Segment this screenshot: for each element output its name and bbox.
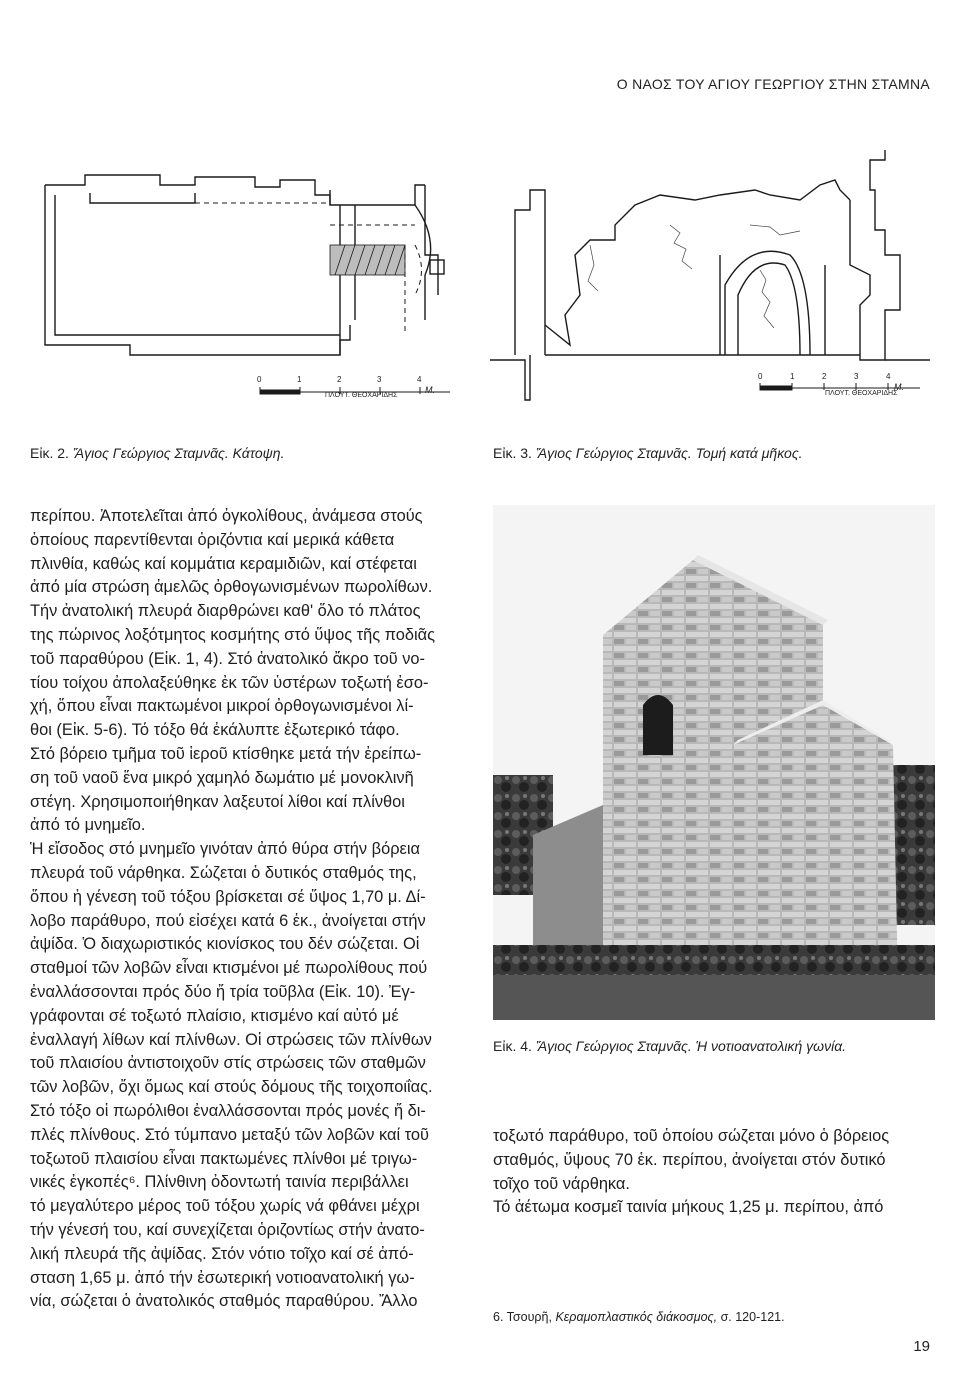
caption-prefix: Εἰκ. 3. bbox=[493, 445, 532, 461]
text-line: τοξωτό παράθυρο, τοῦ ὁποίου σώζεται μόνο ὁ βόρειος bbox=[493, 1127, 890, 1145]
drafter-credit: ΠΛΟΥΤ. ΘΕΟΧΑΡΙΔΗΣ bbox=[825, 390, 898, 397]
text-line: θοι (Εἰκ. 5-6). Τό τόξο θά ἐκάλυπτε ἐξωτερικό τάφο. bbox=[30, 721, 400, 740]
text-line: ἐναλλαγή λίθων καί πλίνθων. Οἱ στρώσεις τῶν πλίνθων bbox=[30, 1030, 432, 1049]
text-line: λοβο παράθυρο, πού εἰσέχει κατά 6 ἑκ., ἀνοίγεται στήν bbox=[30, 911, 426, 930]
text-line: τοῖχο τοῦ νάρθηκα. bbox=[493, 1174, 630, 1193]
figure-4-caption bbox=[493, 1038, 846, 1054]
text-line: πλευρά τοῦ νάρθηκα. Σώζεται ὁ δυτικός σταθμός της, bbox=[30, 863, 417, 882]
text-line: πλινθία, καθώς καί κομμάτια κεραμιδιῶν, καί στέφεται bbox=[30, 554, 417, 573]
text-line: γράφονται σέ τοξωτό πλαίσιο, κτισμένο καί αὐτό μέ bbox=[30, 1006, 399, 1025]
scale-tick-1: 1 bbox=[297, 375, 302, 384]
text-line: Στό βόρειο τμῆμα τοῦ ἱεροῦ κτίσθηκε μετά τήν ἐρείπω- bbox=[30, 744, 422, 763]
scale-tick-1: 1 bbox=[790, 372, 795, 381]
scale-tick-2: 2 bbox=[822, 372, 827, 381]
footnote-title: Κεραμοπλαστικός διάκοσμος, bbox=[555, 1310, 718, 1324]
page-number: 19 bbox=[913, 1338, 930, 1355]
text-line: νία, σώζεται ὁ ἀνατολικός σταθμός παραθύρου. Ἄλλο bbox=[30, 1292, 418, 1311]
caption-prefix: Εἰκ. 4. bbox=[493, 1038, 532, 1054]
caption-text: Ἅγιος Γεώργιος Σταμνᾶς. Ἡ νοτιοανατολική γωνία. bbox=[535, 1038, 847, 1054]
text-line: σταση 1,65 μ. ἀπό τήν ἐσωτερική νοτιοανατολική γω- bbox=[30, 1268, 415, 1287]
text-line: ἀψίδα. Ὁ διαχωριστικός κιονίσκος του δέν σώζεται. Οἱ bbox=[30, 935, 420, 954]
footnote-label: 6. Τσουρῆ, bbox=[493, 1310, 552, 1324]
text-line: Στό τόξο οἱ πωρόλιθοι ἐναλλάσσονται πρός μονές ἤ δι- bbox=[30, 1101, 426, 1120]
text-line: τοξωτοῦ πλαισίου εἶναι πακτωμένες πλίνθοι μέ τριγω- bbox=[30, 1149, 418, 1168]
scale-tick-4: 4 bbox=[886, 372, 891, 381]
figure-4-photo bbox=[493, 505, 935, 1020]
left-text-column bbox=[30, 505, 462, 1314]
text-line: ἀπό τό μνημεῖο. bbox=[30, 816, 146, 835]
text-line: Τήν ἀνατολική πλευρά διαρθρώνει καθ' ὅλο τό πλάτος bbox=[30, 602, 421, 621]
text-line: νικές ἐγκοπές⁶. Πλίνθινη ὀδοντωτή ταινία περιβάλλει bbox=[30, 1173, 409, 1192]
text-line: τῶν λοβῶν, ὄχι ὅμως καί στούς δόμους τῆς τοιχοποιΐας. bbox=[30, 1078, 433, 1097]
text-line: τοῦ πλαισίου ἀντιστοιχοῦν στίς στρώσεις τῶν σταθμῶν bbox=[30, 1054, 426, 1073]
text-line: της πώρινος λοξότμητος κοσμήτης στό ὕψος τῆς ποδιᾶς bbox=[30, 625, 436, 644]
text-line: ἐναλλάσσονται πρός δύο ἤ τρία τοῦβλα (Εἰκ. 10). Ἐγ- bbox=[30, 982, 416, 1001]
text-line: χή, ὅπου εἶναι πακτωμένοι μικροί ὀρθογωνισμένοι λί- bbox=[30, 697, 414, 716]
running-head: Ο ΝΑΟΣ ΤΟΥ ΑΓΙΟΥ ΓΕΩΡΓΙΟΥ ΣΤΗΝ ΣΤΑΜΝΑ bbox=[616, 76, 930, 92]
text-line: Ἡ εἴσοδος στό μνημεῖο γινόταν ἀπό θύρα στήν βόρεια bbox=[30, 840, 420, 859]
section-drawing bbox=[490, 145, 930, 405]
right-text-column bbox=[493, 1125, 933, 1220]
figure-3-section bbox=[490, 145, 930, 405]
scale-tick-3: 3 bbox=[377, 375, 382, 384]
text-line: ση τοῦ ναοῦ ἕνα μικρό χαμηλό δωμάτιο μέ μονοκλινῆ bbox=[30, 768, 414, 787]
text-line: ὁποίους παρεντίθενται ὁριζόντια καί μερικά κάθετα bbox=[30, 530, 395, 549]
scale-tick-0: 0 bbox=[758, 372, 763, 381]
footnote-pages: σ. 120-121. bbox=[720, 1310, 785, 1324]
text-line: τήν γένεσή του, καί συνεχίζεται ὁριζοντίως στήν ἀνατο- bbox=[30, 1220, 425, 1239]
figure-3-caption bbox=[493, 445, 803, 461]
text-line: λική πλευρά τῆς ἀψίδας. Στόν νότιο τοῖχο καί σέ ἀπό- bbox=[30, 1244, 414, 1263]
text-line: τό μεγαλύτερο μέρος τοῦ τόξου χωρίς νά φθάνει μέχρι bbox=[30, 1197, 420, 1216]
scale-tick-3: 3 bbox=[854, 372, 859, 381]
text-line: πλές πλίνθους. Στό τύμπανο μεταξύ τῶν λοβῶν καί τοῦ bbox=[30, 1125, 429, 1144]
caption-text: Ἅγιος Γεώργιος Σταμνᾶς. Τομή κατά μῆκος. bbox=[535, 445, 803, 461]
scale-unit: M. bbox=[894, 382, 904, 392]
text-line: Τό ἀέτωμα κοσμεῖ ταινία μήκους 1,25 μ. περίπου, ἀπό bbox=[493, 1198, 884, 1217]
text-line: περίπου. Ἀποτελεῖται ἀπό ὀγκολίθους, ἀνάμεσα στούς bbox=[30, 507, 423, 525]
scale-tick-2: 2 bbox=[337, 375, 342, 384]
scale-tick-4: 4 bbox=[417, 375, 422, 384]
floor-plan-drawing bbox=[30, 145, 470, 405]
footnote bbox=[493, 1310, 785, 1324]
drafter-credit: ΠΛΟΥΤ. ΘΕΟΧΑΡΙΔΗΣ bbox=[325, 392, 398, 399]
scale-tick-0: 0 bbox=[257, 375, 262, 384]
text-line: σταθμοί τῶν λοβῶν εἶναι κτισμένοι μέ πωρολίθους πού bbox=[30, 959, 428, 978]
figure-2-caption bbox=[30, 445, 284, 461]
text-line: στέγη. Χρησιμοποιήθηκαν λαξευτοί λίθοι καί πλίνθοι bbox=[30, 792, 405, 811]
text-line: τοῦ παραθύρου (Εἰκ. 1, 4). Στό ἀνατολικό ἄκρο τοῦ νο- bbox=[30, 649, 425, 668]
text-line: τίου τοίχου ἀπολαξεύθηκε ἐκ τῶν ὑστέρων τοξωτή ἐσο- bbox=[30, 673, 429, 692]
church-photo bbox=[493, 505, 935, 1020]
text-line: ὅπου ἡ γένεση τοῦ τόξου βρίσκεται σέ ὕψος 1,70 μ. Δί- bbox=[30, 887, 426, 906]
text-line: ἀπό μία στρώση ἀμελῶς ὀρθογωνισμένων πωρολίθων. bbox=[30, 578, 433, 597]
figure-2-plan bbox=[30, 145, 470, 405]
caption-prefix: Εἰκ. 2. bbox=[30, 445, 69, 461]
caption-text: Ἅγιος Γεώργιος Σταμνᾶς. Κάτοψη. bbox=[72, 445, 285, 461]
text-line: σταθμός, ὕψους 70 ἑκ. περίπου, ἀνοίγεται στόν δυτικό bbox=[493, 1150, 886, 1169]
scale-unit: M. bbox=[425, 385, 435, 395]
